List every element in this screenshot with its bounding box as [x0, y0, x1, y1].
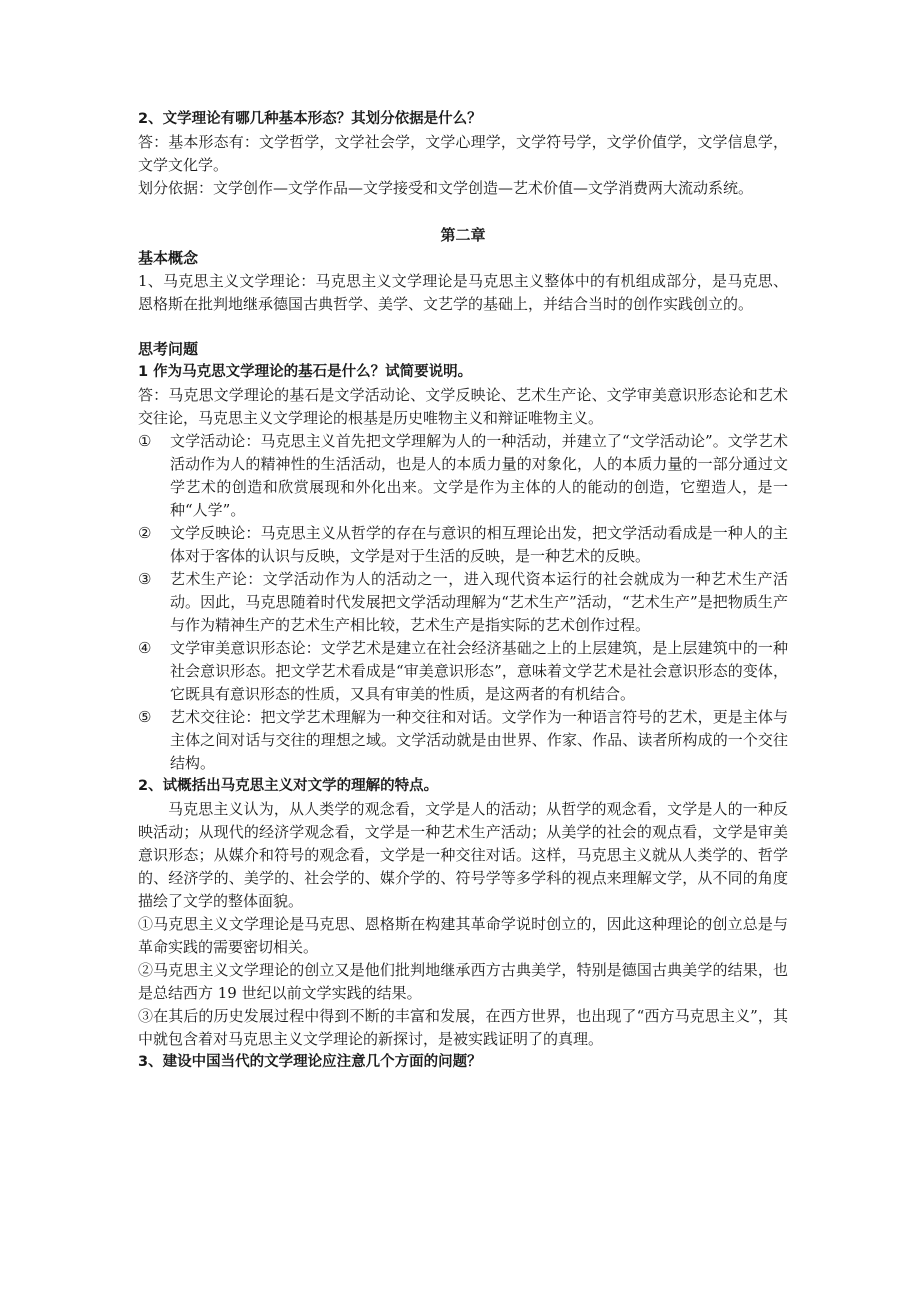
list-item: [138, 522, 788, 568]
question-heading: 2、文学理论有哪几种基本形态？其划分依据是什么？: [138, 111, 482, 127]
basis-paragraph: 划分依据：文学创作—文学作品—文学接受和文学创造—艺术价值—文学消费两大流动系统。: [138, 179, 754, 197]
list-number: ①: [138, 432, 152, 450]
answer-paragraph: 答：基本形态有：文学哲学，文学社会学，文学心理学，文学符号学，文学价值学，文学信息学，文学文化学。: [138, 133, 788, 174]
list-item: [138, 430, 788, 522]
point-paragraph: ②马克思主义文学理论的创立又是他们批判地继承西方古典美学，特别是德国古典美学的结果，也是总结西方 19 世纪以前文学实践的结果。: [138, 961, 788, 1002]
list-item-text: 文学审美意识形态论：文学艺术是建立在社会经济基础之上的上层建筑，是上层建筑中的一种社会意识形态。把文学艺术看成是“审美意识形态”，意味着文学艺术是社会意识形态的变体，它既具有意识形态的性质，又具有审美的性质，是这两者的有机结合。: [170, 639, 788, 703]
point-paragraph: ①马克思主义文学理论是马克思、恩格斯在构建其革命学说时创立的，因此这种理论的创立总是与革命实践的需要密切相关。: [138, 915, 788, 956]
list-item: [138, 637, 788, 706]
list-item-text: 艺术交往论：把文学艺术理解为一种交往和对话。文学作为一种语言符号的艺术，更是主体与主体之间对话与交往的理想之域。文学活动就是由世界、作家、作品、读者所构成的一个交往结构。: [170, 708, 788, 772]
question-heading: 3、建设中国当代的文学理论应注意几个方面的问题？: [138, 1054, 482, 1070]
list-item: [138, 568, 788, 637]
list-item-text: 文学反映论：马克思主义从哲学的存在与意识的相互理论出发，把文学活动看成是一种人的主体对于客体的认识与反映，文学是对于生活的反映，是一种艺术的反映。: [170, 524, 788, 565]
concept-paragraph: 1、马克思主义文学理论：马克思主义文学理论是马克思主义整体中的有机组成部分，是马克思、恩格斯在批判地继承德国古典哲学、美学、文艺学的基础上，并结合当时的创作实践创立的。: [138, 272, 788, 313]
question-heading: 2、试概括出马克思主义对文学的理解的特点。: [138, 778, 439, 794]
list-item: [138, 706, 788, 775]
list-number: ⑤: [138, 708, 152, 726]
question-heading: 1 作为马克思文学理论的基石是什么？试简要说明。: [138, 364, 473, 380]
list-number: ②: [138, 524, 152, 542]
point-paragraph: ③在其后的历史发展过程中得到不断的丰富和发展，在西方世界，也出现了“西方马克思主义”，其中就包含着对马克思主义文学理论的新探讨，是被实践证明了的真理。: [138, 1007, 788, 1048]
list-item-text: 艺术生产论：文学活动作为人的活动之一，进入现代资本运行的社会就成为一种艺术生产活动。因此，马克思随着时代发展把文学活动理解为“艺术生产”活动，“艺术生产”是把物质生产与作为精神生产的艺术生产相比较，艺术生产是指实际的艺术创作过程。: [170, 570, 788, 634]
section-heading-concepts: 基本概念: [138, 249, 199, 267]
answer-paragraph: 答：马克思文学理论的基石是文学活动论、文学反映论、艺术生产论、文学审美意识形态论和艺术交往论，马克思主义文学理论的根基是历史唯物主义和辩证唯物主义。: [138, 386, 788, 427]
section-heading-questions: 思考问题: [138, 340, 199, 358]
foundation-list: [138, 430, 788, 775]
list-item-text: 文学活动论：马克思主义首先把文学理解为人的一种活动，并建立了“文学活动论”。文学艺术活动作为人的精神性的生活活动，也是人的本质力量的对象化，人的本质力量的一部分通过文学艺术的创造和欣赏展现和外化出来。文学是作为主体的人的能动的创造，它塑造人，是一种“人学”。: [170, 432, 788, 519]
body-paragraph: 马克思主义认为，从人类学的观念看，文学是人的活动；从哲学的观念看，文学是人的一种反映活动；从现代的经济学观念看，文学是一种艺术生产活动；从美学的社会的观点看，文学是审美意识形态；从媒介和符号的观念看，文学是一种交往对话。这样，马克思主义就从人类学的、哲学的、经济学的、美学的、社会学的、媒介学的、符号学等多学科的视点来理解文学，从不同的角度描绘了文学的整体面貌。: [138, 800, 788, 910]
list-number: ④: [138, 639, 152, 657]
document-page: [138, 108, 788, 1074]
chapter-title: 第二章: [440, 226, 486, 244]
list-number: ③: [138, 570, 152, 588]
